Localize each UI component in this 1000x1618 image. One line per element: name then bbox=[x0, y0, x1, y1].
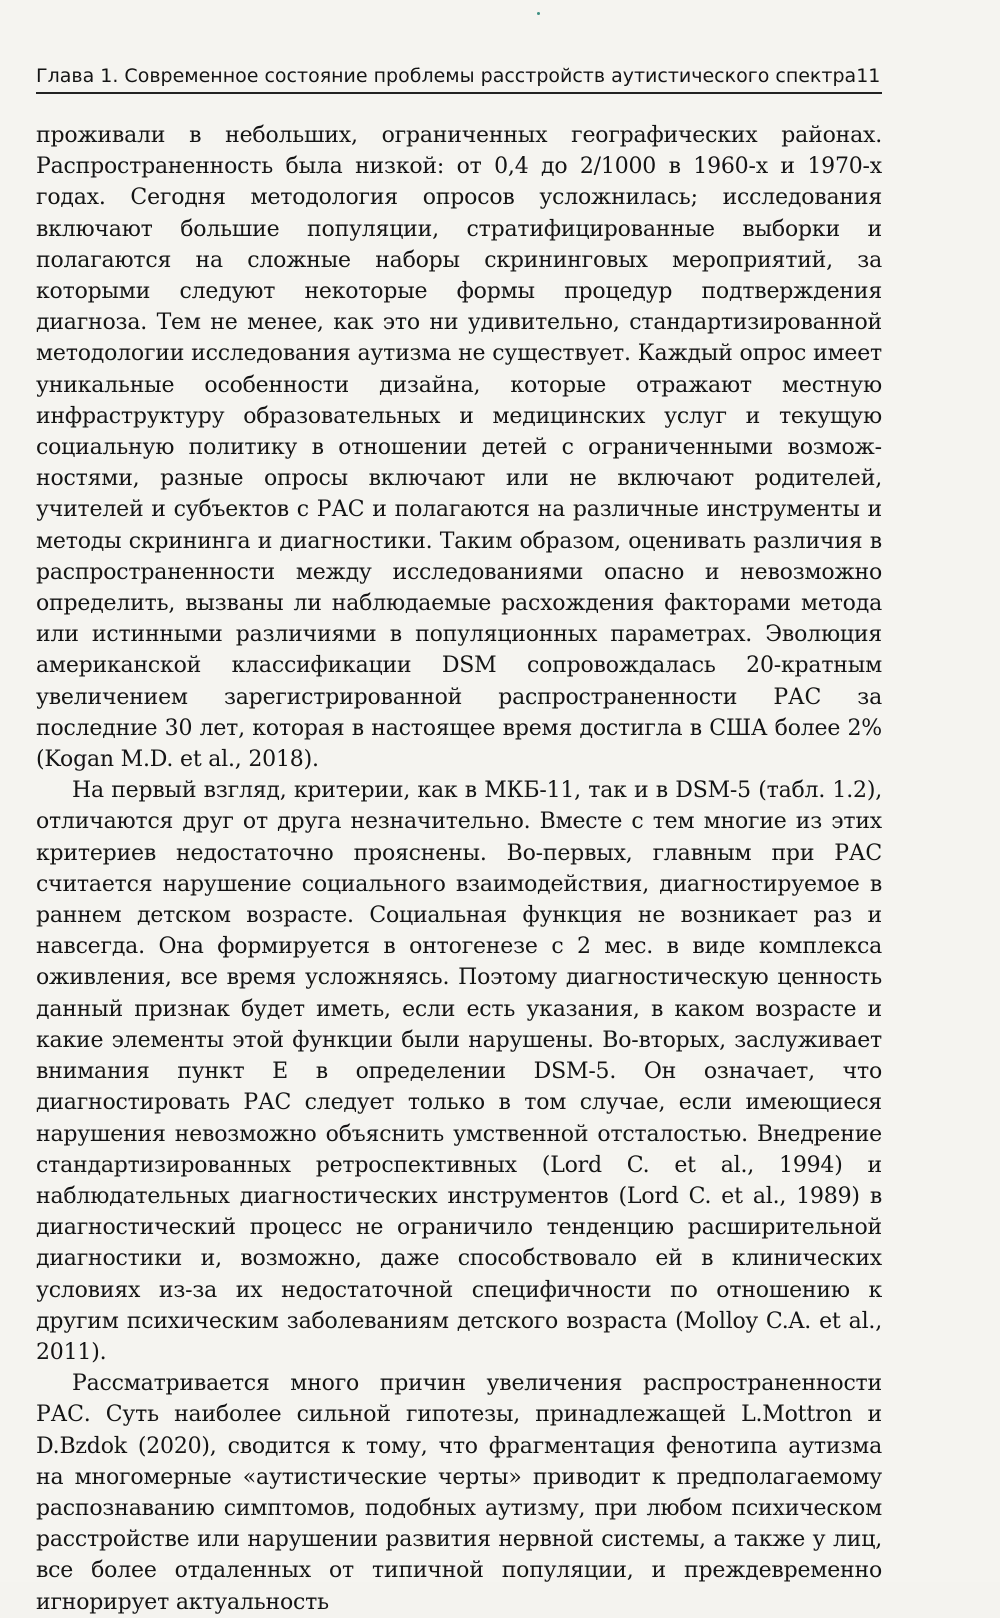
chapter-title: Глава 1. Современное состояние проблемы расстройств аутистического спектра bbox=[36, 65, 857, 87]
paragraph-1: проживали в небольших, ограниченных географических районах. Распространенность была низкой: от 0,4 до 2/1000 в 1960-х и 1970-х годах. Сегодня методология опросов усложнилась; исследования включают большие популяции, стратифицированные выборки и полагаются на сложные наборы скрининговых мероприятий, за которыми следуют некоторые формы процедур подтверждения диагноза. Тем не менее, как это ни удивительно, стандартизированной методологии исследования аутизма не существует. Каждый опрос имеет уникальные особенности дизайна, которые отражают местную инфраструктуру образовательных и медицинских услуг и текущую социальную политику в отношении детей с ограниченными возможностями, разные опросы включают или не включают родителей, учителей и субъектов с РАС и полагаются на различные инструменты и методы скрининга и диагностики. Таким образом, оценивать различия в распространенности между исследованиями опасно и невозможно определить, вызваны ли наблюдаемые расхождения факторами метода или истинными различиями в популяционных параметрах. Эволюция американской классификации DSM сопровождалась 20-кратным увеличением зарегистрированной распространенности РАС за последние 30 лет, которая в настоящее время достигла в США более 2% (Kogan M.D. et al., 2018). bbox=[36, 123, 882, 773]
print-speck bbox=[537, 12, 540, 15]
running-header bbox=[36, 52, 882, 94]
body-text bbox=[36, 120, 882, 1618]
paragraph-2: На первый взгляд, критерии, как в МКБ-11, так и в DSM-5 (табл. 1.2), отличаются друг от друга незначительно. Вместе с тем многие из этих критериев недостаточно прояснены. Во-первых, главным при РАС считается нарушение социального взаимодействия, диагностируемое в раннем детском возрасте. Социальная функция не возникает раз и навсегда. Она формируется в онтогенезе с 2 мес. в виде комплекса оживления, все время усложняясь. Поэтому диагностическую ценность данный признак будет иметь, если есть указания, в каком возрасте и какие элементы этой функции были нарушены. Во-вторых, заслуживает внимания пункт E в определении DSM-5. Он означает, что диагностировать РАС следует только в том случае, если имеющиеся нарушения невозможно объяснить умственной отсталостью. Внедрение стандартизированных ретроспективных (Lord C. et al., 1994) и наблюдательных диагностических инструментов (Lord C. et al., 1989) в диагностический процесс не ограничило тенденцию расширительной диагностики и, возможно, даже способствовало ей в клинических условиях из-за их недостаточной специфичности по отношению к другим психическим заболеваниям детского возраста (Molloy C.A. et al., 2011). bbox=[36, 778, 882, 1365]
paragraph-3: Рассматривается много причин увеличения распространенности РАС. Суть наиболее сильной гипотезы, принадлежащей L.Mottron и D.Bzdok (2020), сводится к тому, что фрагментация фенотипа аутизма на многомерные «аутистические черты» приводит к предполагаемому распознаванию симптомов, подобных аутизму, при любом психическом расстройстве или нарушении развития нервной системы, а также у лиц, все более отдаленных от типичной популяции, и преждевременно игнорирует актуальность bbox=[36, 1371, 882, 1615]
page-number: 11 bbox=[856, 65, 881, 87]
